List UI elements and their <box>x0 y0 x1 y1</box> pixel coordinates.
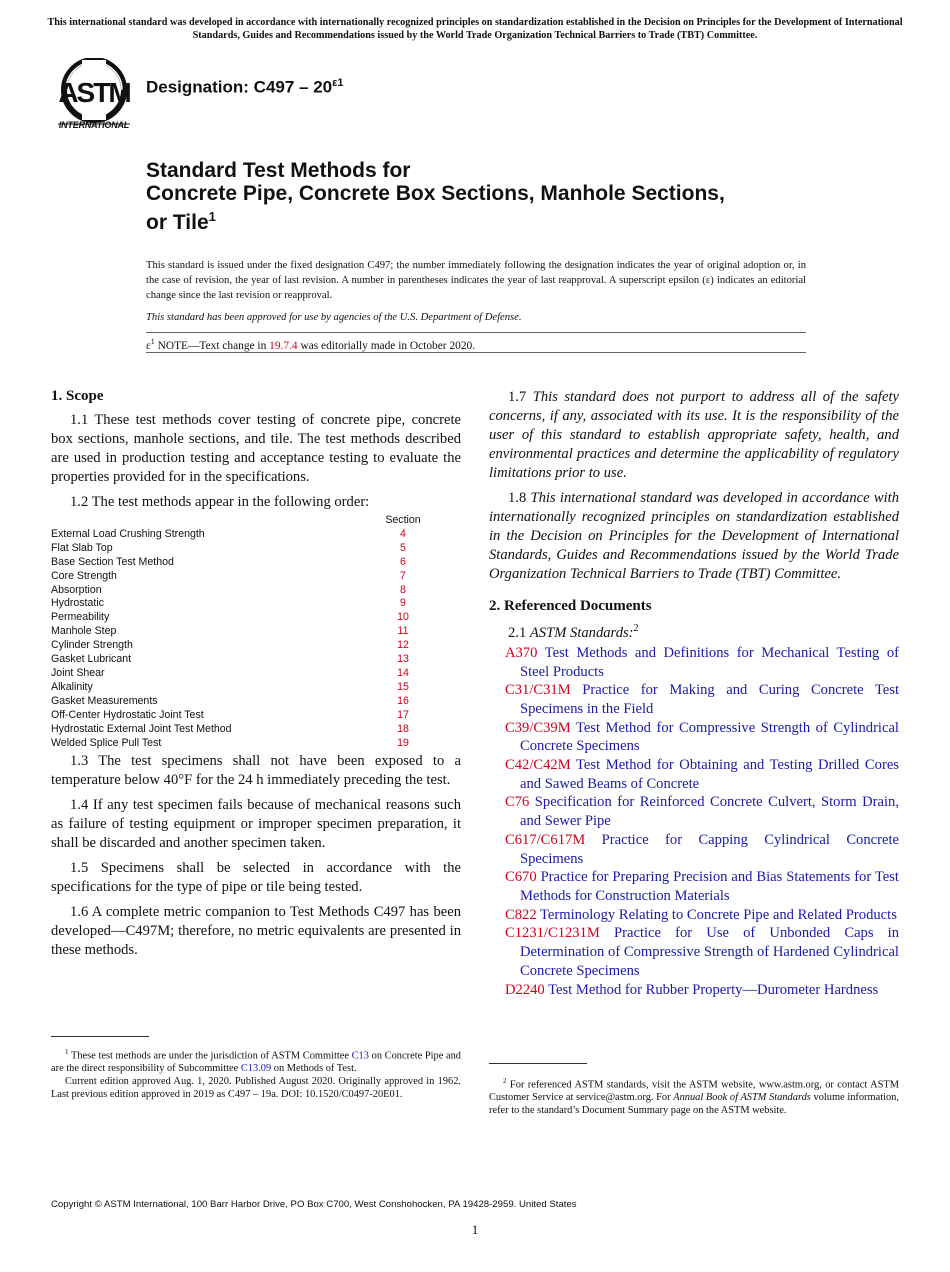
standard-code-link[interactable]: C822 <box>505 906 537 923</box>
section-link[interactable]: 16 <box>397 694 409 707</box>
paragraph-text: This standard does not purport to address all of the safety concerns, if any, associated with its use. It is the responsibility of the user of this standard to establish appropriate safety, health, and environmental practices and determine the applicability of regulatory limitations prior to use. <box>489 389 899 481</box>
section-link[interactable]: 8 <box>400 583 406 596</box>
section-link[interactable]: 7 <box>400 569 406 582</box>
test-method-name: Gasket Lubricant <box>51 653 132 666</box>
reference-item <box>489 644 899 681</box>
test-method-name: Flat Slab Top <box>51 541 113 554</box>
paragraph-text: This international standard was developed in accordance with internationally recognized principles on standardization established in the Decision on Principles for the Development of International Standards, Guides and Recommendations issued by the World Trade Organization Technical Barriers to Trade (TBT) Committee. <box>489 490 900 582</box>
footnote-italic: Annual Book of ASTM Standards <box>673 1092 811 1104</box>
paragraph-number: 2.1 <box>508 624 530 641</box>
test-method-name: Cylinder Strength <box>51 639 133 652</box>
section-link[interactable]: 12 <box>397 639 409 652</box>
note-link[interactable]: 19.7.4 <box>269 339 298 352</box>
section-link[interactable]: 11 <box>397 625 409 638</box>
section-link[interactable]: 19 <box>397 736 409 749</box>
document-title <box>146 159 846 234</box>
standard-code-link[interactable]: C76 <box>505 794 530 811</box>
right-column <box>489 388 899 999</box>
standard-code-link[interactable]: C670 <box>505 869 537 886</box>
table-row <box>51 667 433 681</box>
section-link[interactable]: 10 <box>397 611 409 624</box>
paragraph-1-3: 1.3 The test specimens shall not have been exposed to a temperature below 40°F for the 24 h immediately preceding the test. <box>51 753 461 789</box>
test-method-name: Welded Splice Pull Test <box>51 736 162 749</box>
standard-title-link[interactable]: Practice for Preparing Precision and Bias Statements for Test Methods for Construction Materials <box>520 869 899 904</box>
test-method-name: Base Section Test Method <box>51 555 174 568</box>
standard-code-link[interactable]: C42/C42M <box>505 757 571 774</box>
issued-statement: This standard is issued under the fixed designation C497; the number immediately following the designation indicates the year of original adoption or, in the case of revision, the year of last revision. A number in parentheses indicates the year of last reapproval. A superscript epsilon (ε) indicates an editorial change since the last revision or reapproval. <box>146 260 806 301</box>
dod-approval: This standard has been approved for use by agencies of the U.S. Department of Defense. <box>146 312 522 323</box>
standard-code-link[interactable]: A370 <box>505 644 538 661</box>
section-link[interactable]: 17 <box>397 708 409 721</box>
reference-item <box>489 681 899 718</box>
paragraph-number: 1.8 <box>508 490 531 506</box>
edition-info: Current edition approved Aug. 1, 2020. Published August 2020. Originally approved in 1962. Last previous edition approved in 2019 as C497 – 19a. DOI: 10.1520/C0497-20E01. <box>51 1076 461 1101</box>
standard-title-link[interactable]: Practice for Capping Cylindrical Concrete Specimens <box>520 831 899 867</box>
divider <box>146 332 806 333</box>
title-line-3: or Tile <box>146 211 209 234</box>
designation-superscript: ε1 <box>332 77 344 89</box>
standard-code-link[interactable]: C617/C617M <box>505 831 586 848</box>
footnote-text: on Methods of Test. <box>271 1063 357 1075</box>
table-row <box>51 542 433 556</box>
title-line-2: Concrete Pipe, Concrete Box Sections, Manhole Sections, <box>146 182 725 205</box>
table-row <box>51 639 433 653</box>
logo-wordmark: INTERNATIONAL <box>58 120 130 130</box>
standard-code-link[interactable]: D2240 <box>505 981 545 998</box>
test-method-name: Hydrostatic External Joint Test Method <box>51 722 232 735</box>
section-link[interactable]: 15 <box>397 680 409 693</box>
table-row <box>51 556 433 570</box>
standard-title-link[interactable]: Specification for Reinforced Concrete Culvert, Storm Drain, and Sewer Pipe <box>520 794 899 830</box>
reference-item <box>489 868 899 905</box>
reference-item <box>489 981 899 1000</box>
footnote-text: volume information, refer to the standard’s Document Summary page on the ASTM website. <box>489 1092 899 1117</box>
reference-item <box>489 906 899 925</box>
section-link[interactable]: 5 <box>400 541 406 554</box>
note-superscript: 1 <box>150 337 155 346</box>
test-method-name: Gasket Measurements <box>51 694 158 707</box>
committee-link[interactable]: C13 <box>351 1050 369 1062</box>
section-link[interactable]: 9 <box>400 597 406 610</box>
footnote-text: These test methods are under the jurisdiction of ASTM Committee <box>68 1050 352 1062</box>
test-method-name: Absorption <box>51 583 102 596</box>
standard-code-link[interactable]: C31/C31M <box>505 682 571 699</box>
footnote-marker: 1 <box>65 1048 69 1056</box>
reference-item <box>489 756 899 793</box>
table-row <box>51 723 433 737</box>
paragraph-1-5: 1.5 Specimens shall be selected in accordance with the specifications for the type of pipe or tile being tested. <box>51 860 461 896</box>
divider <box>146 352 806 353</box>
subcommittee-link[interactable]: C13.09 <box>240 1063 272 1075</box>
note-prefix: NOTE—Text change in <box>154 339 270 352</box>
footnote-divider <box>51 1036 149 1037</box>
paragraph-1-6: 1.6 A complete metric companion to Test Methods C497 has been developed—C497M; therefore, no metric equivalents are presented in these methods. <box>51 904 461 959</box>
table-row <box>51 570 433 584</box>
svg-text:ASTM: ASTM <box>58 77 130 108</box>
test-method-name: Alkalinity <box>51 680 93 693</box>
footnote-2 <box>489 1075 899 1117</box>
test-method-name: Off-Center Hydrostatic Joint Test <box>51 708 204 721</box>
table-row <box>51 737 433 751</box>
standard-title-link[interactable]: Test Method for Compressive Strength of Cylindrical Concrete Specimens <box>520 719 899 755</box>
header-notice: This international standard was developed in accordance with internationally recognized principles on standardization established in the Decision on Principles for the Development of International Standards, Guides and Recommendations issued by the World Trade Organization Technical Barriers to Trade (TBT) Committee. <box>47 17 903 41</box>
standard-title-link[interactable]: Test Methods and Definitions for Mechanical Testing of Steel Products <box>520 644 899 680</box>
standard-title-link[interactable]: Test Method for Rubber Property—Durometer Hardness <box>548 981 879 998</box>
paragraph-1-8 <box>489 489 899 584</box>
note-suffix: was editorially made in October 2020. <box>297 339 476 352</box>
table-row <box>51 709 433 723</box>
reference-item <box>489 793 899 830</box>
standard-title-link[interactable]: Practice for Making and Curing Concrete Test Specimens in the Field <box>520 682 899 717</box>
paragraph-1-2: 1.2 The test methods appear in the following order: <box>70 494 370 510</box>
test-method-name: External Load Crushing Strength <box>51 527 205 540</box>
test-methods-table <box>51 514 433 750</box>
footnote-divider <box>489 1063 587 1064</box>
section-heading-referenced-documents: 2. Referenced Documents <box>489 598 652 614</box>
standard-title-link[interactable]: Test Method for Obtaining and Testing Drilled Cores and Sawed Beams of Concrete <box>520 757 899 792</box>
paragraph-2-1 <box>489 619 899 643</box>
test-method-name: Manhole Step <box>51 625 117 638</box>
section-link[interactable]: 4 <box>400 527 406 540</box>
section-link[interactable]: 13 <box>397 653 409 666</box>
standard-code-link[interactable]: C39/C39M <box>505 719 571 736</box>
paragraph-1-1: 1.1 These test methods cover testing of concrete pipe, concrete box sections, manhole sections, and tile. The test methods described are used in production testing and acceptance testing to evaluate the properties provided for in the specifications. <box>51 412 461 485</box>
test-method-name: Joint Shear <box>51 666 105 679</box>
table-row <box>51 584 433 598</box>
test-method-name: Core Strength <box>51 569 117 582</box>
page-number: 1 <box>471 1222 479 1237</box>
table-row <box>51 653 433 667</box>
section-heading-scope: 1. Scope <box>51 388 104 404</box>
table-row <box>51 625 433 639</box>
footnote-marker: 2 <box>503 1077 507 1085</box>
title-footnote-ref: 1 <box>208 209 216 224</box>
table-row <box>51 695 433 709</box>
standard-title-link[interactable]: Terminology Relating to Concrete Pipe and Related Products <box>540 906 897 923</box>
footnote-1 <box>51 1046 461 1101</box>
standard-title-link[interactable]: Practice for Use of Unbonded Caps in Determination of Compressive Strength of Hardened Cylindrical Concrete Specimens <box>520 925 899 979</box>
left-column <box>51 388 461 966</box>
epsilon-symbol: ε <box>146 339 151 352</box>
copyright: Copyright © ASTM International, 100 Barr Harbor Drive, PO Box C700, West Conshohocken, PA 19428-2959. United States <box>51 1199 577 1210</box>
test-method-name: Hydrostatic <box>51 597 104 610</box>
section-link[interactable]: 6 <box>400 555 406 568</box>
paragraph-number: 1.7 <box>508 389 533 405</box>
table-row <box>51 681 433 695</box>
paragraph-1-7 <box>489 388 899 483</box>
reference-item <box>489 719 899 756</box>
test-method-name: Permeability <box>51 611 110 624</box>
table-row <box>51 597 433 611</box>
paragraph-1-4: 1.4 If any test specimen fails because of mechanical reasons such as failure of testing equipment or improper specimen preparation, it shall be discarded and another specimen taken. <box>51 797 461 852</box>
section-link[interactable]: 18 <box>397 722 409 735</box>
standard-code-link[interactable]: C1231/C1231M <box>505 925 600 942</box>
astm-logo <box>52 58 136 132</box>
title-line-1: Standard Test Methods for <box>146 159 411 182</box>
table-row <box>51 611 433 625</box>
reference-item <box>489 924 899 980</box>
referenced-standards-list <box>489 644 899 999</box>
footnote-text: For referenced ASTM standards, visit the ASTM website, www.astm.org, or contact ASTM Customer Service at service@astm.org. For <box>489 1079 899 1104</box>
editorial-note <box>146 337 475 352</box>
table-header-section: Section <box>385 514 421 526</box>
section-link[interactable]: 14 <box>397 666 409 679</box>
footnote-ref: 2 <box>633 623 639 634</box>
reference-item <box>489 831 899 868</box>
designation <box>146 77 343 98</box>
astm-standards-label: ASTM Standards: <box>529 624 634 641</box>
table-row <box>51 528 433 542</box>
designation-label: Designation: C497 – 20 <box>146 77 333 97</box>
footnote-text: on Concrete Pipe and are the direct responsibility of Subcommittee <box>51 1050 462 1075</box>
